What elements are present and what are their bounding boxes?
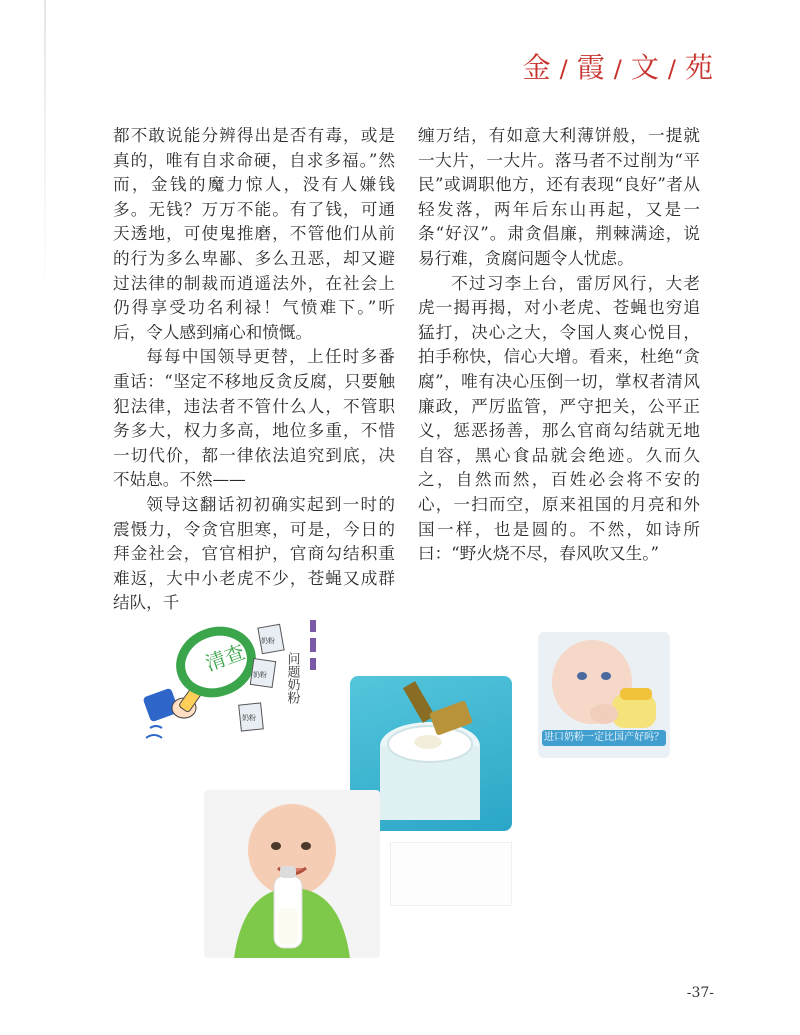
magnifier-icon <box>142 612 320 752</box>
page-number: -37- <box>686 985 714 1001</box>
article-right-column <box>418 124 700 567</box>
title-char-1: 金 <box>522 51 552 84</box>
page-edge-shadow <box>44 0 46 300</box>
problem-milk-label: 问题奶粉 <box>284 652 300 704</box>
baby-with-bottle-image <box>204 790 380 958</box>
title-char-2: 霞 <box>576 51 606 84</box>
photo-caption: 进口奶粉一定比国产好吗？ <box>542 730 666 746</box>
empty-frame <box>390 842 512 906</box>
paragraph: 都不敢说能分辨得出是否有毒，或是真的，唯有自求命硬，自求多福。”然而，金钱的魔力惊人，没有人嫌钱多。无钱？万万不能。有了钱，可通天透地，可使鬼推磨，不管他们从前的行为多么卑鄙、多么丑恶，却又避过法律的制裁而逍遥法外，在社会上仍得享受功名利禄！气愤难下。”听后，令人感到痛心和愤慨。 <box>113 126 395 342</box>
title-separator: / <box>613 55 623 83</box>
paragraph: 领导这翻话初初确实起到一时的震慑力，令贪官胆寒，可是，今日的拜金社会，官官相护，官商勾结积重难返，大中小老虎不少，苍蝇又成群结队，千 <box>113 494 395 613</box>
title-separator: / <box>667 55 677 83</box>
paragraph: 每每中国领导更替，上任时多番重话：“坚定不移地反贪反腐，只要触犯法律，违法者不管什么人，不管职务多大，权力多高，地位多重，不惜一切代价，都一律依法追究到底，决不姑息。不然—— <box>113 347 395 490</box>
milk-powder-cartoon-image <box>142 612 320 752</box>
box-label: 奶粉 <box>261 637 275 645</box>
box-label: 奶粉 <box>253 671 267 679</box>
paragraph: 不过习李上台，雷厉风行，大老虎一揭再揭，对小老虎、苍蝇也穷追猛打，决心之大，令国人爽心悦目，拍手称快，信心大增。看来，杜绝“贪腐”，唯有决心压倒一切，掌权者清风廉政，严厉监管，严守把关，公平正义，惩恶扬善，那么官商勾结就无地自容，黑心食品就会绝迹。久而久之，自然而然，百姓必会将不安的心，一扫而空，原来祖国的月亮和外国一样，也是圆的。不然，如诗所曰：“野火烧不尽，春风吹又生。” <box>418 273 700 564</box>
section-title <box>523 46 714 86</box>
baby-with-cup-image <box>538 632 670 758</box>
paragraph: 缠万结，有如意大利薄饼般，一提就一大片，一大片。落马者不过削为“平民”或调职他方，还有表现“良好”者从轻发落，两年后东山再起，又是一条“好汉”。肃贪倡廉，荆棘满途，说易行难，贪腐问题令人忧虑。 <box>418 126 700 268</box>
lens-text: 清查 <box>202 639 248 676</box>
article-left-column <box>113 124 395 616</box>
title-char-3: 文 <box>630 51 660 84</box>
title-separator: / <box>559 55 569 83</box>
title-char-4: 苑 <box>684 51 714 84</box>
baby-bottle-icon <box>204 790 380 958</box>
box-label: 奶粉 <box>242 714 256 722</box>
